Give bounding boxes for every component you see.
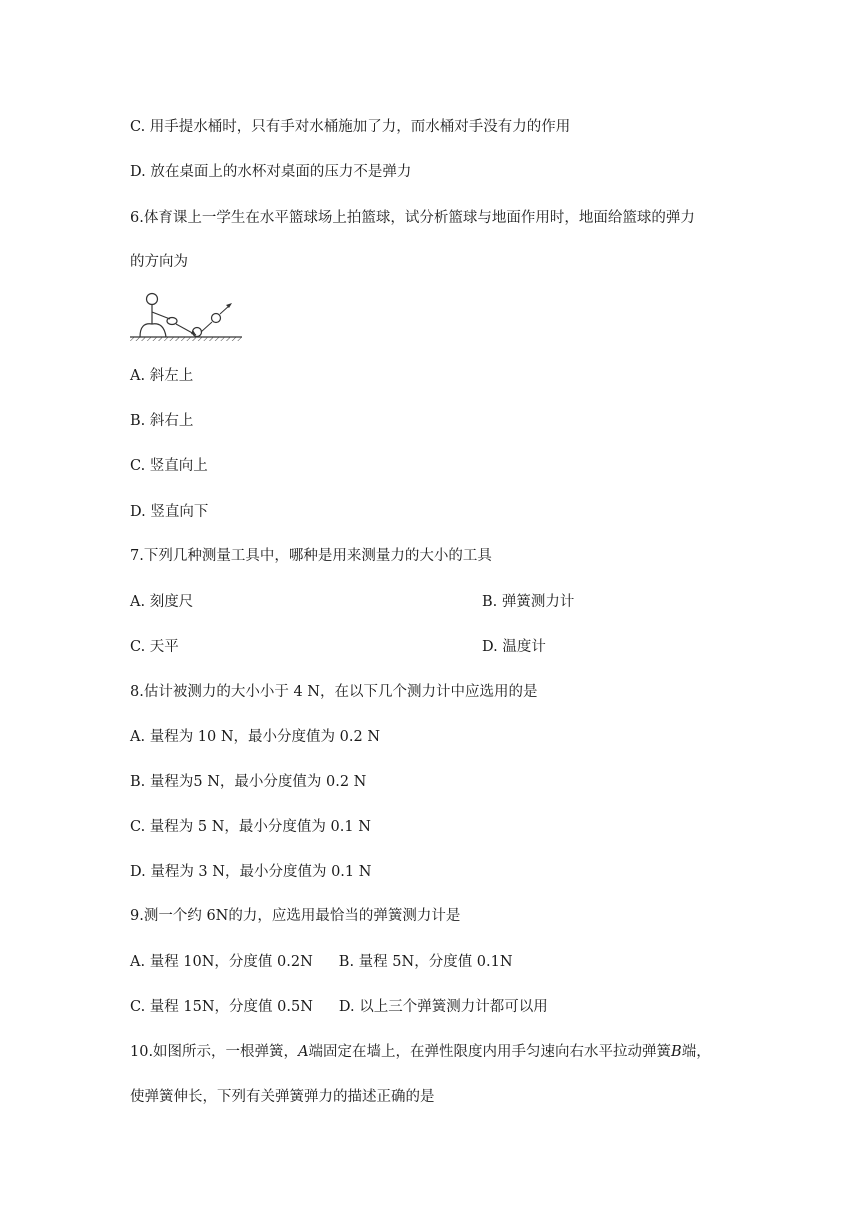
- q9-options-cd: [130, 997, 548, 1017]
- q8-option-b: B. 量程为5 N，最小分度值为 0.2 N: [130, 774, 367, 790]
- q6-stem-line1: 6.体育课上一学生在水平篮球场上拍篮球，试分析篮球与地面作用时，地面给篮球的弹力: [130, 210, 695, 226]
- q7-option-b: B. 弹簧测力计: [482, 594, 575, 610]
- q8-stem: 8.估计被测力的大小小于 4 N，在以下几个测力计中应选用的是: [130, 684, 538, 700]
- q9-stem: 9.测一个约 6N的力，应选用最恰当的弹簧测力计是: [130, 908, 461, 924]
- q9-options-ab: [130, 952, 513, 972]
- q10-stem-part3: 端，: [681, 1044, 711, 1060]
- q7-option-c: C. 天平: [130, 639, 179, 655]
- q6-option-c: C. 竖直向上: [130, 458, 208, 474]
- q8-option-a: A. 量程为 10 N，最小分度值为 0.2 N: [130, 729, 381, 745]
- q10-stem-part1: 10.如图所示，一根弹簧，: [130, 1044, 299, 1060]
- q5-option-d: D. 放在桌面上的水杯对桌面的压力不是弹力: [130, 164, 412, 180]
- q10-stem-line1: [130, 1042, 711, 1062]
- q10-stem-part2: 端固定在墙上，在弹性限度内用手匀速向右水平拉动弹簧: [308, 1044, 672, 1060]
- q5-option-c: C. 用手提水桶时，只有手对水桶施加了力，而水桶对手没有力的作用: [130, 119, 571, 135]
- q7-option-a: A. 刻度尺: [130, 594, 194, 610]
- q8-option-d: D. 量程为 3 N，最小分度值为 0.1 N: [130, 864, 372, 880]
- q10-label-a: A: [298, 1044, 309, 1060]
- q9-option-b: B. 量程 5N，分度值 0.1N: [338, 954, 513, 970]
- q9-option-c: C. 量程 15N，分度值 0.5N: [130, 999, 313, 1015]
- q6-option-b: B. 斜右上: [130, 413, 194, 429]
- q8-option-c: C. 量程为 5 N，最小分度值为 0.1 N: [130, 819, 371, 835]
- q6-stem-line2: 的方向为: [130, 254, 188, 270]
- q7-stem: 7.下列几种测量工具中，哪种是用来测量力的大小的工具: [130, 548, 492, 564]
- q9-option-d: D. 以上三个弹簧测力计都可以用: [338, 999, 548, 1015]
- q9-option-a: A. 量程 10N，分度值 0.2N: [130, 954, 313, 970]
- q10-stem-line2: 使弹簧伸长，下列有关弹簧弹力的描述正确的是: [130, 1089, 435, 1105]
- q6-option-a: A. 斜左上: [130, 368, 194, 384]
- q7-option-d: D. 温度计: [482, 639, 546, 655]
- basketball-bounce-figure: [128, 292, 244, 344]
- q10-label-b: B: [671, 1044, 682, 1060]
- q6-option-d: D. 竖直向下: [130, 504, 209, 520]
